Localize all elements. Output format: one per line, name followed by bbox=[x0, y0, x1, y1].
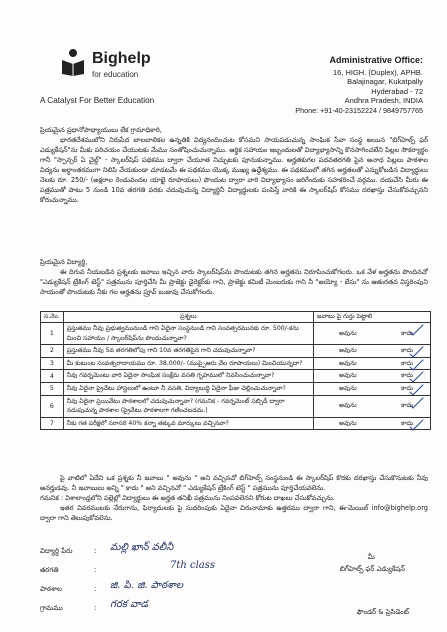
answer-cell[interactable] bbox=[314, 323, 431, 345]
footer-paragraph: పై వాటిలో ఏదేని ఒక ప్రశ్నకు నీ జవాబు " అవును " అని వచ్చినచో బిగ్‌హెల్ప్ సంస్థనుండి ఈ స్కాలర్‌షిప్ కొరకు దరఖాస్తు చేసుకొనుటకు నీవు అనర్హుడవు. నీ జవాబులు అన్ని " కాదు " అని వచ్చినచో " ఎడ్యుకేషన్ ట్రేకింగ్ టెస్ట్ " పత్రమును పూర్తిచేయవలెను. bbox=[40, 474, 428, 492]
office-address bbox=[223, 56, 423, 116]
question-text: మీ కుటుంబ సంవత్సరాదాయము రూ. 38,000/- (ముప్పైఆరు వేల రూపాయలు) మించియున్నదా? bbox=[63, 357, 313, 370]
question-text: ప్రస్తుతము నీవు ప్రభుత్వమునుండి గాని ఏదైనా సంస్థనుండి గాని సంవత్సరమునకు రూ. 500/-కను మించి సహాయం / స్కాలర్‌షిప్‌ను పొందుచున్నావా? bbox=[63, 323, 313, 345]
no-option[interactable]: కాదు bbox=[401, 372, 413, 380]
tagline: A Catalyst For Better Education bbox=[40, 96, 155, 105]
no-option[interactable]: కాదు bbox=[401, 329, 413, 337]
answer-cell[interactable] bbox=[314, 395, 431, 417]
no-option[interactable]: కాదు bbox=[401, 359, 413, 367]
yes-option[interactable]: అవును bbox=[339, 384, 357, 392]
no-option[interactable]: కాదు bbox=[401, 419, 413, 427]
yes-option[interactable]: అవును bbox=[339, 419, 357, 427]
row-number: 6 bbox=[41, 395, 64, 417]
question-text: నీకు గత పరీక్షలో సరాసరి 40% కన్నా తక్కువ మార్కులు వచ్చినవా? bbox=[63, 417, 313, 430]
yes-option[interactable]: అవును bbox=[339, 346, 357, 354]
table-row bbox=[41, 382, 431, 395]
logo bbox=[60, 46, 210, 86]
yes-option[interactable]: అవును bbox=[339, 359, 357, 367]
intro-paragraph: భారతదేశములోని నిరుపేద బాలబాలికల ఉన్నతికి విద్యనందించుట కోసమని సాయపడుచున్న సాంఘిక సేవా సంస్థ అయిన "బిగ్‌హెల్ప్ ఫర్ ఎడ్యుకేషన్"ను మీకు పరిచయం చేయుటకు మేము సంతోషించుచున్నాము. ఆర్థిక సహాయం ఇబ్బందులతో విద్యాభ్యాసాన్ని కొనసాగించలేని పిల్లల సౌకర్యార్థం గానీ "స్పాన్సర్ ఏ చైల్డ్" - స్కాలర్‌షిప్ పథకము ద్వారా చేయూత నిచ్చుటకు పూనుకున్నాము. అర్హతకుగల పదవతరగతి పైన అనాధ పిల్లలు పాఠశాల విద్యను అర్థాంతరముగా నిలిపి వేయకుండా చూడటమే ఈ పథకము యొక్క ముఖ్య ఉద్దేశ్యము. ఈ పథకములో తగిన అర్హతలతో ఎన్నుకోబడిన విద్యార్థులు నెలకు రూ. 250/- (అక్షరాల రెండువందల యాభై రూపాయలు) పొందుట ద్వారా వారి విద్యాభ్యాసం జరిగేందుకు సహకరించే వర్గము. దయచేసి మీరు ఈ పత్రముతో పాటు 5 నుండి 10వ తరగతి వరకు చదువుచున్న విద్యార్థినీ విద్యార్థులకు పంపిస్తే వారికి ఈ స్కాలర్‌షిప్ కోసము దరఖాస్తు చేసుకోవచ్చునని కోరుచున్నాము. bbox=[40, 136, 428, 204]
row-number: 3 bbox=[41, 357, 64, 370]
sign-title: ఫౌండర్ & ప్రెసిడెంట్ bbox=[356, 608, 409, 616]
table-row bbox=[41, 345, 431, 358]
address-line: Hyderabad - 72 bbox=[371, 86, 423, 96]
row-number: 7 bbox=[41, 417, 64, 430]
field-label: విద్యార్థి పేరు bbox=[40, 547, 73, 555]
address-line: Andhra Pradesh, INDIA bbox=[344, 96, 423, 106]
question-text: నీవు ఏదైనా ప్రయివేటు పాఠశాలలో చదువుచున్నావా? (గమనిక - గవర్నమెంట్ సబ్సిడీ ద్వారా నడుపుచున్న పాఠశాల (ప్రైవేటు పాఠశాలగా గణించబడదు.) bbox=[63, 395, 313, 417]
answer-cell[interactable] bbox=[314, 382, 431, 395]
answer-cell[interactable] bbox=[314, 357, 431, 370]
brand-name: Bighelp bbox=[92, 50, 151, 67]
question-text: నీవు ఏదైనా ప్రైవేటు హాస్టలులో ఉంటూ నీ వసతి, విద్యాబుద్ధి ఏదైనా ఫీజు చెల్లించుచున్నావా? bbox=[63, 382, 313, 395]
salutation-student: ప్రియమైన విద్యార్థి, bbox=[40, 258, 88, 266]
handwritten-value: జి. పి. జి. పాఠశాల bbox=[110, 580, 183, 591]
book-logo-icon bbox=[60, 48, 86, 76]
row-number: 1 bbox=[41, 323, 64, 345]
yes-option[interactable]: అవును bbox=[339, 372, 357, 380]
table-row bbox=[41, 370, 431, 383]
field-class: తరగతి : 7th class bbox=[40, 560, 216, 574]
field-village: గ్రామము : గరక వాడ bbox=[40, 599, 149, 612]
phone-numbers: Phone: +91-40-23152224 / 9849757765 bbox=[295, 105, 423, 115]
table-row bbox=[41, 417, 431, 430]
row-number: 5 bbox=[41, 382, 64, 395]
salutation-headmaster: ప్రియమైన ప్రధానోపాధ్యాయులు లేక గ్రామాధికారి, bbox=[40, 126, 162, 134]
table-header-row bbox=[41, 312, 431, 323]
answer-cell[interactable] bbox=[314, 345, 431, 358]
intro-section bbox=[40, 125, 428, 205]
field-label: గ్రామము bbox=[40, 604, 63, 612]
field-label: తరగతి bbox=[40, 566, 59, 574]
field-label: పాఠశాల bbox=[40, 585, 62, 593]
address-line: Balajinagar, Kukatpally bbox=[347, 77, 423, 87]
footer-section bbox=[40, 473, 428, 523]
field-school: పాఠశాల : జి. పి. జి. పాఠశాల bbox=[40, 580, 183, 593]
contact-paragraph: ఇతర వివరములకు నేరుగాను, ఫిర్యాదులకు పై సుదరింపుకు ఏదైనా చిరునామాకు ఉత్తరము ద్వారా గాని, ఈ-మెయిల్ info@bighelp.org ద్వారా గాని తెలుపుకోవలెను. bbox=[40, 504, 428, 522]
answer-cell[interactable] bbox=[314, 417, 431, 430]
handwritten-value: 7th class bbox=[170, 560, 216, 571]
no-option[interactable]: కాదు bbox=[401, 384, 413, 392]
no-option[interactable]: కాదు bbox=[401, 402, 413, 410]
eligibility-table bbox=[40, 311, 431, 430]
sign-organization: బిగ్‌హెల్ప్ ఫర్ ఎడ్యుకేషన్ bbox=[339, 565, 405, 573]
question-text: ప్రస్తుతము నీవు 5వ తరగతిలోపు గాని 10వ తరగతిపైన గాని చదువుచున్నావా? bbox=[63, 345, 313, 358]
no-option[interactable]: కాదు bbox=[401, 346, 413, 354]
column-header: స.నెం. bbox=[41, 312, 64, 323]
row-number: 2 bbox=[41, 345, 64, 358]
table-row bbox=[41, 323, 431, 345]
yes-option[interactable]: అవును bbox=[339, 329, 357, 337]
student-section bbox=[40, 257, 428, 297]
question-text: నీవు గవర్నమెంటు వారి ఏదైనా సాంఘిక సంక్షేమ వసతి గృహములో నివసించుచున్నావా? bbox=[63, 370, 313, 383]
sign-to: మీ bbox=[367, 553, 375, 561]
row-number: 4 bbox=[41, 370, 64, 383]
brand-subtitle: for education bbox=[92, 70, 139, 79]
address-line: 16, HIGH. (Duplex), APHB. bbox=[332, 67, 423, 77]
office-title: Administrative Office: bbox=[329, 55, 423, 65]
handwritten-value: గరక వాడ bbox=[110, 599, 149, 610]
student-paragraph: ఈ దిగువ నీయబడిన ప్రశ్నలకు జవాబు ఇచ్చిన వారు స్కాలర్‌షిప్‌ను పొందుటకు తగిన అర్హతను నిరూపించుకోగలరు. ఒక వేళ అర్హతను పొందినచో "ఎడ్యుకేషన్ ట్రేకింగ్ టెస్ట్" పత్రమును పూర్తిచేసి మీ ప్రాజెక్టు డైరెక్టర్‌కు గాని, ప్రాజెక్టు కమిటీ మెంబరుకు గాని నీ "అయ్యో - బేసు" ను ఆతురతవ విస్తరింపుని సాయంతో పొందుటకు నీకు గల అర్హతను ప్రూవ్ బుజువు చేసుకోగలరు. bbox=[40, 268, 428, 296]
table-row bbox=[41, 395, 431, 417]
field-student-name: విద్యార్థి పేరు : మల్లి ఖాన్ వలీనీ bbox=[40, 542, 174, 555]
column-header: జవాబు పై గుర్తు పెట్టాలి bbox=[314, 312, 431, 323]
handwritten-value: మల్లి ఖాన్ వలీనీ bbox=[110, 542, 174, 553]
answer-cell[interactable] bbox=[314, 370, 431, 383]
table-row bbox=[41, 357, 431, 370]
note-paragraph: గమనిక : విశాలాంధ్రలోని పల్లెల్లో విద్యార్థులు ఈ అర్హత తనిఖీ పత్రమును నింపవలెనని కోరుట దాఖలు చేసుకోవచ్చును. bbox=[40, 494, 335, 502]
yes-option[interactable]: అవును bbox=[339, 402, 357, 410]
column-header: ప్రశ్నలు bbox=[63, 312, 313, 323]
